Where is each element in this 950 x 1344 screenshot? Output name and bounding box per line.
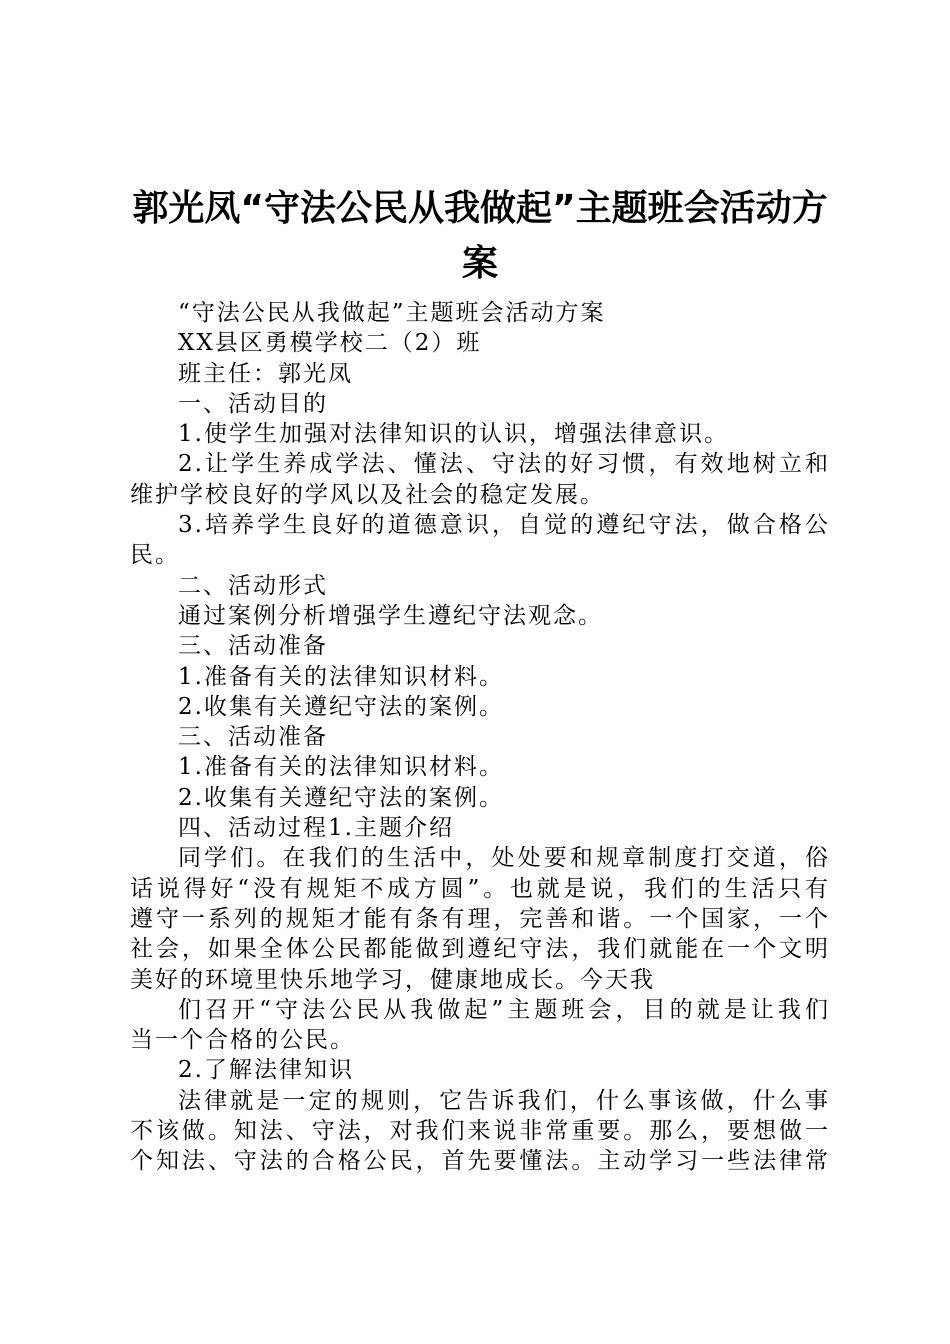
- school-class-line: XX县区勇模学校二（2）班: [178, 330, 482, 357]
- document-title-line-2: 案: [461, 243, 498, 284]
- paragraph-line: 3.培养学生良好的道德意识，自觉的遵纪守法，做合格公: [178, 512, 830, 539]
- section-heading: 2.了解法律知识: [178, 1057, 354, 1084]
- paragraph-line: 民。: [130, 542, 180, 569]
- section-heading: 三、活动准备: [178, 633, 328, 660]
- paragraph-line: 们召开“守法公民从我做起”主题班会，目的就是让我们: [178, 996, 830, 1023]
- paragraph-line: 1.使学生加强对法律知识的认识，增强法律意识。: [178, 421, 729, 448]
- subtitle-line: “守法公民从我做起”主题班会活动方案: [178, 300, 606, 326]
- paragraph-line: 不该做。知法、守法，对我们来说非常重要。那么，要想做一: [130, 1118, 830, 1145]
- paragraph-line: 当一个合格的公民。: [130, 1027, 355, 1054]
- head-teacher-line: 班主任：郭光凤: [178, 360, 353, 387]
- paragraph-line: 话说得好“没有规矩不成方圆”。也就是说，我们的生活只有: [130, 875, 830, 902]
- section-heading: 四、活动过程1.主题介绍: [178, 815, 454, 842]
- paragraph-line: 社会，如果全体公民都能做到遵纪守法，我们就能在一个文明: [130, 936, 830, 963]
- paragraph-line: 2.让学生养成学法、懂法、守法的好习惯，有效地树立和: [178, 451, 830, 478]
- paragraph-line: 个知法、守法的合格公民，首先要懂法。主动学习一些法律常: [130, 1148, 830, 1175]
- paragraph-line: 维护学校良好的学风以及社会的稳定发展。: [130, 481, 605, 508]
- paragraph-line: 美好的环境里快乐地学习，健康地成长。今天我: [130, 966, 655, 993]
- paragraph-line: 1.准备有关的法律知识材料。: [178, 663, 504, 690]
- document-body: [130, 298, 830, 1177]
- paragraph-line: 法律就是一定的规则，它告诉我们，什么事该做，什么事: [178, 1087, 830, 1114]
- section-heading: 三、活动准备: [178, 724, 328, 751]
- paragraph-line: 1.准备有关的法律知识材料。: [178, 754, 504, 781]
- document-title-line-1: 郭光凤“守法公民从我做起”主题班会活动方: [132, 188, 828, 229]
- paragraph-line: 同学们。在我们的生活中，处处要和规章制度打交道，俗: [178, 845, 830, 872]
- section-heading: 一、活动目的: [178, 390, 328, 417]
- section-heading: 二、活动形式: [178, 572, 328, 599]
- paragraph-line: 2.收集有关遵纪守法的案例。: [178, 693, 504, 720]
- paragraph-line: 通过案例分析增强学生遵纪守法观念。: [178, 602, 603, 629]
- paragraph-line: 2.收集有关遵纪守法的案例。: [178, 784, 504, 811]
- paragraph-line: 遵守一系列的规矩才能有条有理，完善和谐。一个国家，一个: [130, 905, 830, 932]
